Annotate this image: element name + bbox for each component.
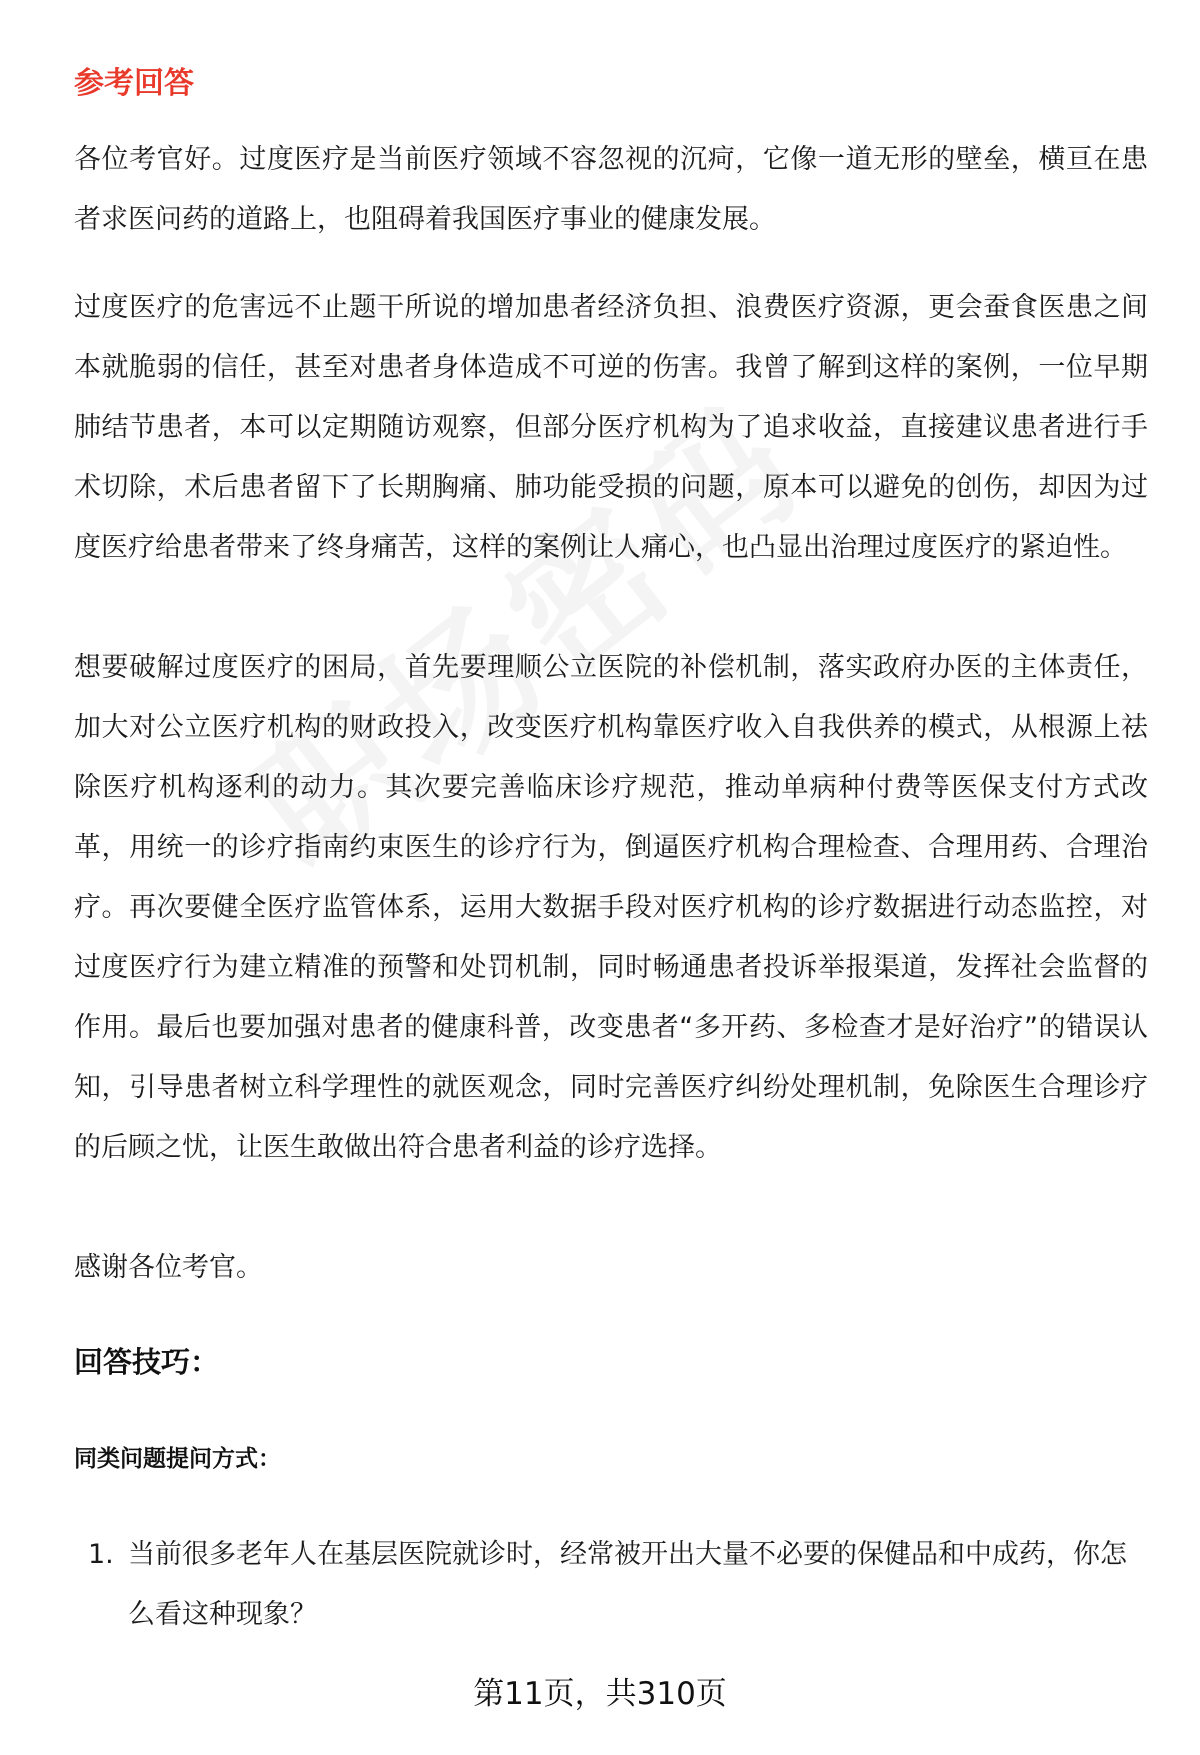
answer-paragraph-harm: 过度医疗的危害远不止题干所说的增加患者经济负担、浪费医疗资源，更会蚕食医患之间本就脆弱的信任，甚至对患者身体造成不可逆的伤害。我曾了解到这样的案例，一位早期肺结节患者，本可以定期随访观察，但部分医疗机构为了追求收益，直接建议患者进行手术切除，术后患者留下了长期胸痛、肺功能受损的问题，原本可以避免的创伤，却因为过度医疗给患者带来了终身痛苦，这样的案例让人痛心，也凸显出治理过度医疗的紧迫性。 [74,292,1148,563]
list-item [74,1525,1148,1645]
answer-paragraph-intro: 各位考官好。过度医疗是当前医疗领域不容忽视的沉疴，它像一道无形的壁垒，横亘在患者求医问药的道路上，也阻碍着我国医疗事业的健康发展。 [74,144,1148,235]
reference-answer-heading: 参考回答 [74,66,194,101]
answer-tips-heading: 回答技巧： [74,1345,220,1379]
list-item-number: 1. [88,1539,114,1570]
list-item-text: 当前很多老年人在基层医院就诊时，经常被开出大量不必要的保健品和中成药，你怎么看这种现象？ [128,1539,1127,1630]
answer-paragraph-closing: 感谢各位考官。 [74,1252,263,1283]
answer-paragraph-solutions: 想要破解过度医疗的困局，首先要理顺公立医院的补偿机制，落实政府办医的主体责任，加大对公立医疗机构的财政投入，改变医疗机构靠医疗收入自我供养的模式，从根源上祛除医疗机构逐利的动力。其次要完善临床诊疗规范，推动单病种付费等医保支付方式改革，用统一的诊疗指南约束医生的诊疗行为，倒逼医疗机构合理检查、合理用药、合理治疗。再次要健全医疗监管体系，运用大数据手段对医疗机构的诊疗数据进行动态监控，对过度医疗行为建立精准的预警和处罚机制，同时畅通患者投诉举报渠道，发挥社会监督的作用。最后也要加强对患者的健康科普，改变患者“多开药、多检查才是好治疗”的错误认知，引导患者树立科学理性的就医观念，同时完善医疗纠纷处理机制，免除医生合理诊疗的后顾之忧，让医生敢做出符合患者利益的诊疗选择。 [74,652,1148,1163]
page-footer: 第11页，共310页 [473,1676,727,1712]
similar-questions-heading: 同类问题提问方式： [74,1446,281,1472]
